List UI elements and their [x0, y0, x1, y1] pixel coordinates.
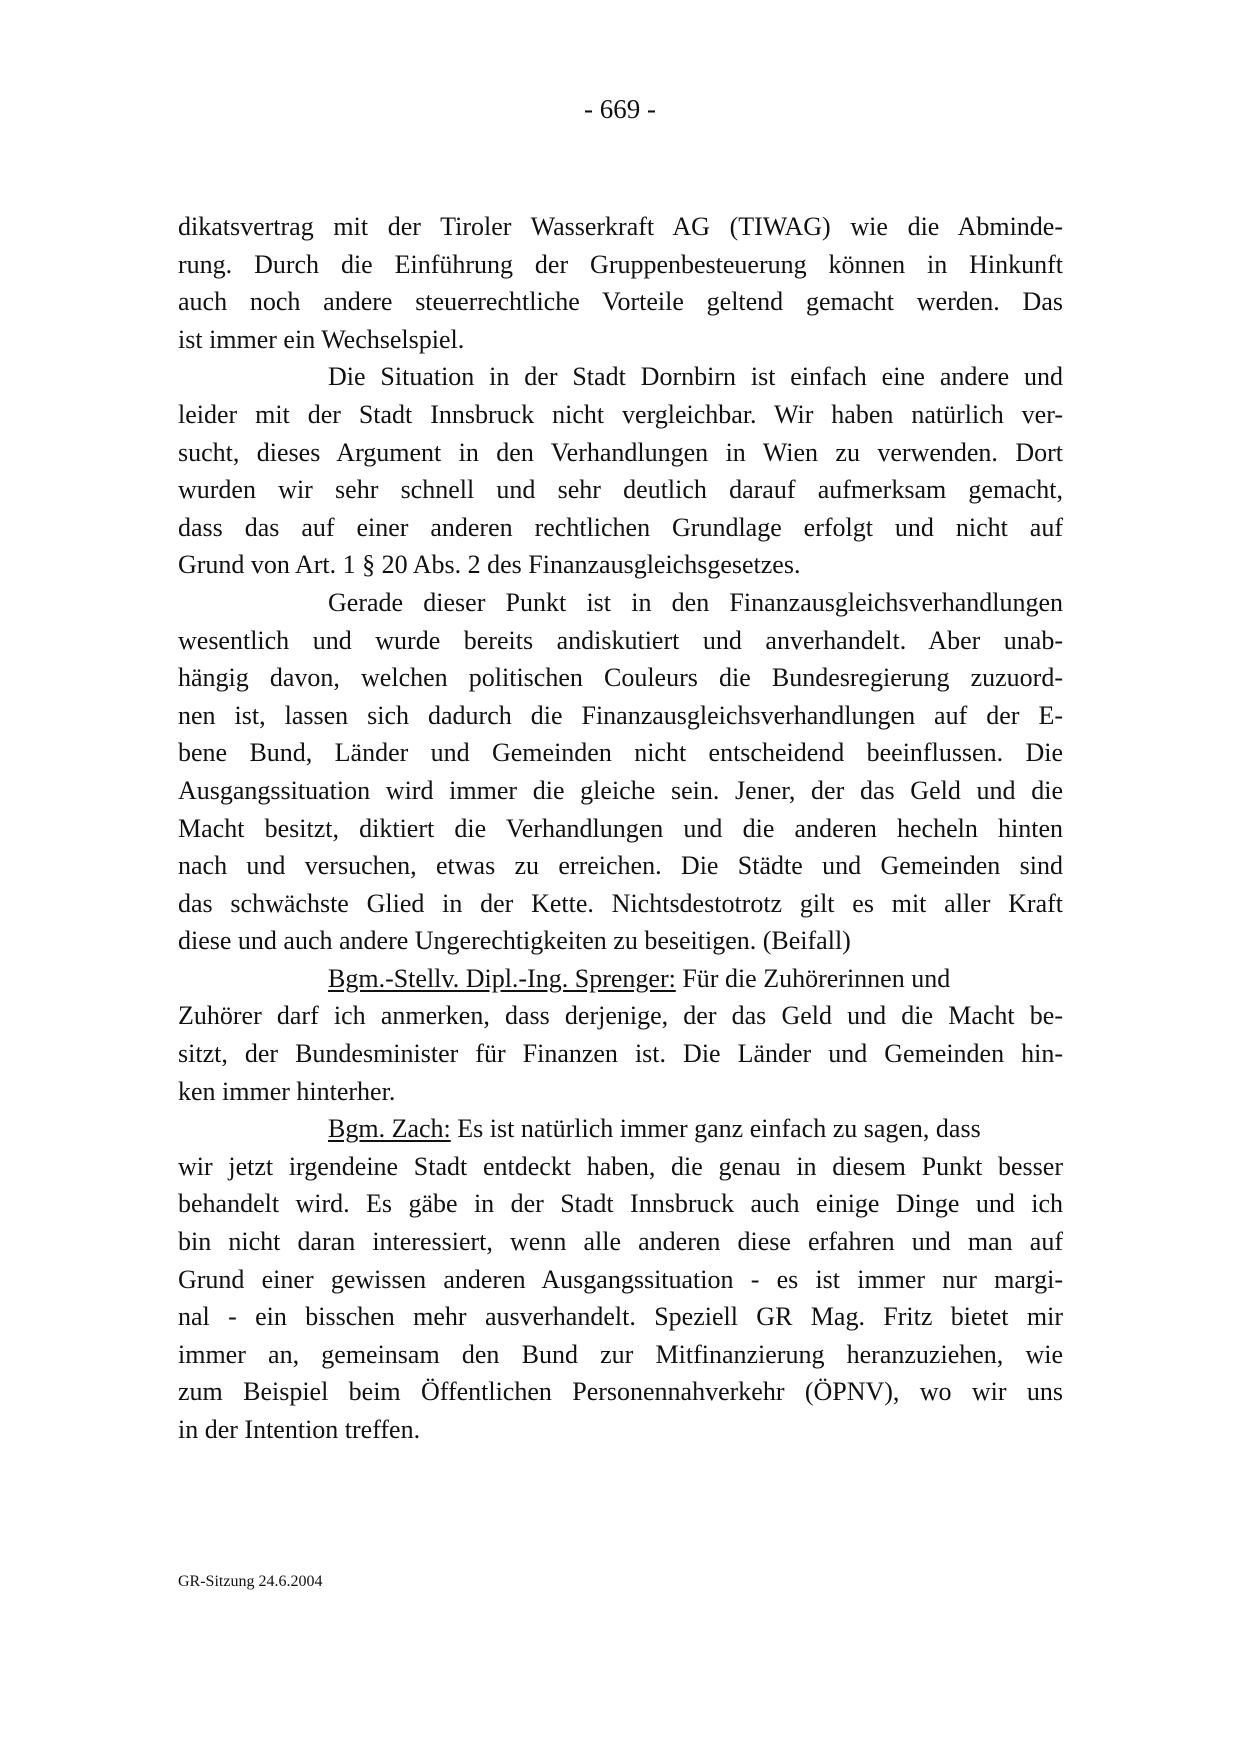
text-line: nal - ein bisschen mehr ausverhandelt. Speziell GR Mag. Fritz bietet mir — [178, 1302, 1063, 1332]
text-line: Ausgangssituation wird immer die gleiche sein. Jener, der das Geld und die — [178, 775, 1063, 805]
speech-text: Für die Zuhörerinnen und — [675, 963, 951, 993]
document-body — [178, 208, 1063, 1449]
speaker-paragraph — [178, 960, 1063, 1110]
paragraph — [178, 584, 1063, 960]
speaker-paragraph — [178, 1110, 1063, 1448]
text-line: das schwächste Glied in der Kette. Nichtsdestotrotz gilt es mit aller Kraft — [178, 888, 1063, 918]
text-line: behandelt wird. Es gäbe in der Stadt Innsbruck auch einige Dinge und ich — [178, 1189, 1063, 1219]
text-line: wir jetzt irgendeine Stadt entdeckt haben, die genau in diesem Punkt besser — [178, 1151, 1063, 1181]
text-line: zum Beispiel beim Öffentlichen Personennahverkehr (ÖPNV), wo wir uns — [178, 1377, 1063, 1407]
text-line: bin nicht daran interessiert, wenn alle anderen diese erfahren und man auf — [178, 1227, 1063, 1257]
speaker-name: Bgm.-Stellv. Dipl.-Ing. Sprenger: — [328, 963, 676, 993]
text-line — [178, 960, 1063, 998]
text-line: nen ist, lassen sich dadurch die Finanzausgleichsverhandlungen auf der E- — [178, 700, 1063, 730]
text-line: wurden wir sehr schnell und sehr deutlich darauf aufmerksam gemacht, — [178, 475, 1063, 505]
page-number: - 669 - — [584, 94, 656, 124]
text-line: diese und auch andere Ungerechtigkeiten zu beseitigen. (Beifall) — [178, 926, 851, 956]
text-line: bene Bund, Länder und Gemeinden nicht entscheidend beeinflussen. Die — [178, 738, 1063, 768]
text-line: Grund einer gewissen anderen Ausgangssituation - es ist immer nur margi- — [178, 1264, 1063, 1294]
text-line: sitzt, der Bundesminister für Finanzen ist. Die Länder und Gemeinden hin- — [178, 1039, 1063, 1069]
speech-text: Es ist natürlich immer ganz einfach zu sagen, dass — [450, 1114, 981, 1144]
text-line: Zuhörer darf ich anmerken, dass derjenige, der das Geld und die Macht be- — [178, 1001, 1063, 1031]
text-line: dass das auf einer anderen rechtlichen Grundlage erfolgt und nicht auf — [178, 512, 1063, 542]
text-line: Die Situation in der Stadt Dornbirn ist einfach eine andere und — [328, 362, 1063, 392]
text-line: sucht, dieses Argument in den Verhandlungen in Wien zu verwenden. Dort — [178, 437, 1063, 467]
text-line: leider mit der Stadt Innsbruck nicht vergleichbar. Wir haben natürlich ver- — [178, 399, 1063, 429]
text-line: nach und versuchen, etwas zu erreichen. Die Städte und Gemeinden sind — [178, 851, 1063, 881]
text-line: dikatsvertrag mit der Tiroler Wasserkraft AG (TIWAG) wie die Abminde- — [178, 212, 1063, 241]
text-line: Grund von Art. 1 § 20 Abs. 2 des Finanzausgleichsgesetzes. — [178, 550, 801, 580]
text-line: auch noch andere steuerrechtliche Vorteile geltend gemacht werden. Das — [178, 287, 1063, 317]
text-line: rung. Durch die Einführung der Gruppenbesteuerung können in Hinkunft — [178, 249, 1063, 279]
text-line: hängig davon, welchen politischen Couleurs die Bundesregierung zuzuord- — [178, 663, 1063, 693]
text-line: Gerade dieser Punkt ist in den Finanzausgleichsverhandlungen — [328, 587, 1063, 617]
paragraph — [178, 358, 1063, 584]
text-line: ist immer ein Wechselspiel. — [178, 324, 465, 354]
text-line: immer an, gemeinsam den Bund zur Mitfinanzierung heranzuziehen, wie — [178, 1339, 1063, 1369]
text-line: wesentlich und wurde bereits andiskutiert und anverhandelt. Aber unab- — [178, 625, 1063, 655]
text-line: Macht besitzt, diktiert die Verhandlungen und die anderen hecheln hinten — [178, 813, 1063, 843]
speaker-name: Bgm. Zach: — [328, 1114, 451, 1144]
footer-session-date: GR-Sitzung 24.6.2004 — [178, 1573, 323, 1590]
text-line: in der Intention treffen. — [178, 1415, 421, 1444]
text-line — [178, 1110, 1063, 1148]
paragraph — [178, 208, 1063, 358]
text-line: ken immer hinterher. — [178, 1076, 396, 1106]
